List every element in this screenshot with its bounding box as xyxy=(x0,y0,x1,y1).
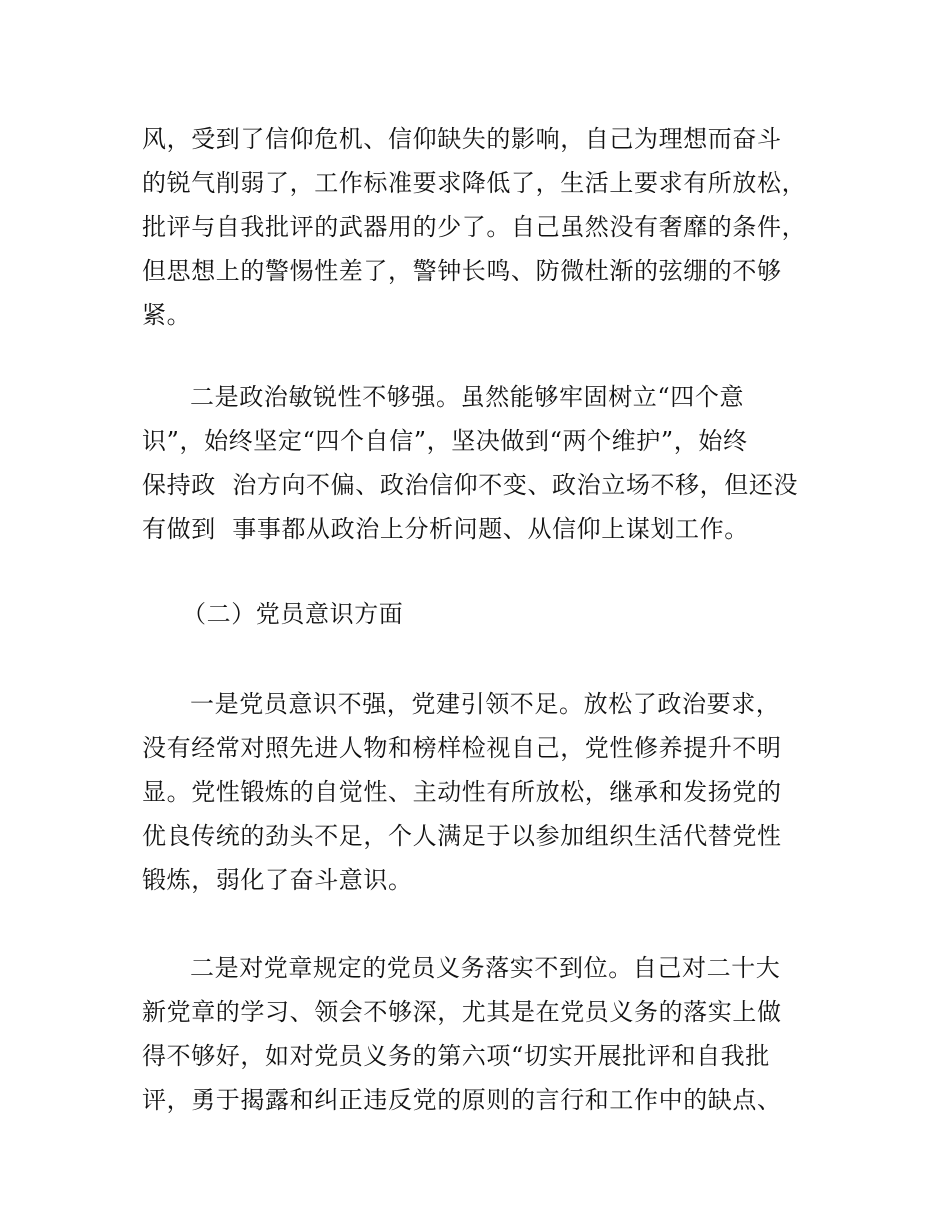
paragraph-2-line-1: 二是政治敏锐性不够强。虽然能够牢固树立“四个意 xyxy=(190,383,745,411)
paragraph-4-line-4: 评，勇于揭露和纠正违反党的原则的言行和工作中的缺点、 xyxy=(142,1086,782,1114)
paragraph-3-line-4: 优良传统的劲头不足，个人满足于以参加组织生活代替党性 xyxy=(142,822,782,850)
paragraph-1-line-4: 但思想上的警惕性差了，警钟长鸣、防微杜渐的弦绷的不够 xyxy=(142,257,782,285)
paragraph-1-line-1: 风，受到了信仰危机、信仰缺失的影响，自己为理想而奋斗 xyxy=(142,125,782,153)
paragraph-1-line-5: 紧。 xyxy=(142,301,192,329)
paragraph-1-line-3: 批评与自我批评的武器用的少了。自己虽然没有奢靡的条件， xyxy=(142,213,807,241)
paragraph-3-line-1: 一是党员意识不强，党建引领不足。放松了政治要求， xyxy=(190,690,781,718)
paragraph-4-line-3: 得不够好，如对党员义务的第六项“切实开展批评和自我批 xyxy=(142,1042,770,1070)
paragraph-3-line-5: 锻炼，弱化了奋斗意识。 xyxy=(142,866,413,894)
paragraph-3-line-2: 没有经常对照先进人物和榜样检视自己，党性修养提升不明 xyxy=(142,734,782,762)
paragraph-4-line-1: 二是对党章规定的党员义务落实不到位。自己对二十大 xyxy=(190,954,781,982)
section-heading: （二）党员意识方面 xyxy=(182,600,404,628)
paragraph-2-line-2: 识”，始终坚定“四个自信”，坚决做到“两个维护”，始终 xyxy=(142,427,748,455)
paragraph-2-line-4: 有做到 事事都从政治上分析问题、从信仰上谋划工作。 xyxy=(142,515,749,543)
paragraph-4-line-2: 新党章的学习、领会不够深，尤其是在党员义务的落实上做 xyxy=(142,998,782,1026)
paragraph-3-line-3: 显。党性锻炼的自觉性、主动性有所放松，继承和发扬党的 xyxy=(142,778,782,806)
paragraph-1-line-2: 的锐气削弱了，工作标准要求降低了，生活上要求有所放松， xyxy=(142,169,807,197)
paragraph-2-line-3: 保持政 治方向不偏、政治信仰不变、政治立场不移，但还没 xyxy=(142,471,799,499)
